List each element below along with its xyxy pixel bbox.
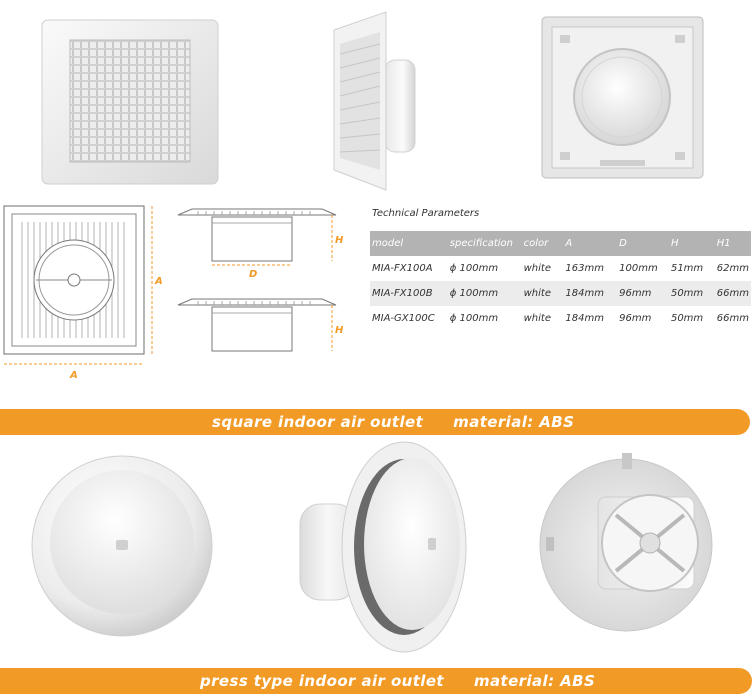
table-cell: MIA-FX100B (370, 281, 448, 306)
table-cell: 62mm (716, 263, 749, 274)
col-header: model (370, 231, 448, 256)
table-cell: MIA-GX100C (372, 313, 435, 324)
square-outlet-side-photo (330, 10, 420, 192)
section-view-drawing-1 (172, 205, 357, 285)
col-header: H1 (715, 231, 751, 256)
table-row (370, 256, 751, 281)
table-cell: ϕ 100mm (448, 281, 522, 306)
table-cell: ϕ 100mm (449, 313, 499, 324)
dim-h-top: H (335, 235, 344, 246)
table-cell: white (523, 263, 551, 274)
col-header: A (563, 231, 617, 256)
table-cell: 100mm (619, 263, 658, 274)
col-header: color (522, 231, 564, 256)
table-cell: 163mm (565, 263, 604, 274)
press-outlet-material: material: ABS (473, 672, 596, 690)
dim-a-side: A (155, 276, 163, 287)
table-cell: 51mm (670, 263, 704, 274)
square-outlet-back-photo (540, 15, 705, 180)
table-row (370, 306, 751, 331)
table-cell: ϕ 100mm (449, 263, 499, 274)
table-cell: white (522, 281, 564, 306)
square-outlet-banner (0, 409, 750, 435)
col-header: H (669, 231, 715, 256)
dim-h-bottom: H (335, 325, 344, 336)
section-view-drawing-2 (172, 295, 357, 360)
square-outlet-name: square indoor air outlet (212, 413, 424, 431)
table-cell: 96mm (617, 281, 669, 306)
table-header-row (370, 231, 751, 256)
square-outlet-material: material: ABS (453, 413, 575, 431)
table-cell: 50mm (670, 313, 704, 324)
col-header: D (617, 231, 669, 256)
table-row (370, 281, 751, 306)
table-cell: white (523, 313, 551, 324)
press-outlet-side-photo (296, 440, 468, 654)
press-outlet-front-photo (28, 452, 216, 640)
col-header: specification (448, 231, 522, 256)
table-cell: 66mm (716, 313, 749, 324)
press-outlet-back-photo (538, 445, 714, 645)
front-view-drawing (0, 200, 168, 400)
table-cell: MIA-FX100A (372, 263, 433, 274)
table-title: Technical Parameters (372, 208, 480, 219)
table-cell: 184mm (563, 281, 617, 306)
dim-a-bottom: A (70, 370, 78, 381)
press-outlet-name: press type indoor air outlet (200, 672, 444, 690)
square-outlet-front-photo (40, 18, 220, 186)
dim-d: D (249, 269, 258, 280)
parameters-table (370, 231, 751, 331)
table-cell: 184mm (565, 313, 604, 324)
table-cell: 96mm (619, 313, 652, 324)
press-outlet-banner (0, 668, 752, 694)
table-cell: 50mm (669, 281, 715, 306)
table-cell: 66mm (715, 281, 751, 306)
